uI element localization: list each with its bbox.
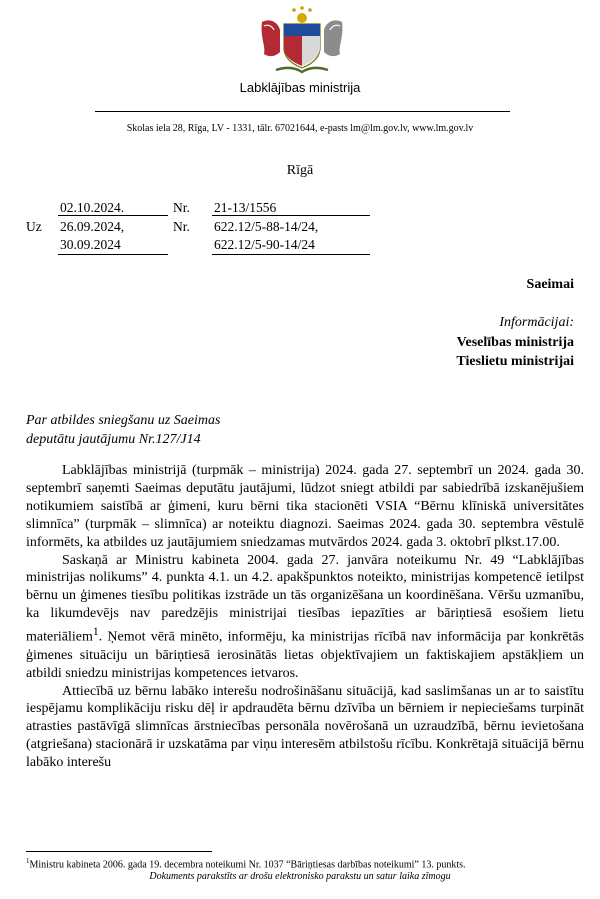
letter-body (26, 462, 584, 772)
footnote-divider (26, 851, 212, 852)
e-signature-note: Dokuments parakstīts ar drošu elektronisko parakstu un satur laika zīmogu (149, 871, 451, 882)
footnote-text: Ministru kabineta 2006. gada 19. decembra noteikumi Nr. 1037 “Bāriņtiesas darbības noteikumi” 13. punkts. (29, 859, 466, 871)
info-recipient-1: Veselības ministrija (456, 335, 574, 350)
document-city: Rīgā (286, 163, 314, 178)
ministry-address: Skolas iela 28, Rīga, LV - 1331, tālr. 67021644, e-pasts lm@lm.gov.lv, www.lm.gov.lv (126, 123, 474, 134)
paragraph-2-part-a: Saskaņā ar Ministru kabineta 2004. gada 27. janvāra noteikumu Nr. 49 “Labklājības ministrijas nolikums” 4. punkta 4.1. un 4.2. apakšpunktos noteikto, ministrijas kompetencē ietilpst bērnu un ģimenes tiesību politikas izstrāde un tās organizēšana un koordinēšana. Vēršu uzmanību, ka likumdevējs nav paredzējis ministrijai tiesības iepazīties ar bāriņtiesā esošiem lietu materiāliem (26, 552, 584, 645)
subject (26, 411, 220, 449)
reference-date-underline (58, 254, 168, 255)
date-underline (58, 215, 168, 216)
paragraph-1: Labklājības ministrijā (turpmāk – ministrija) 2024. gada 27. septembrī un 2024. gada 30. septembrī saņemti Saeimas deputātu jautājumi, lūdzot sniegt atbildi par sabiedrībā izskanējušiem notikumiem saistībā ar ģimeni, kuru bērni tika stacionēti VSIA “Bērnu klīniskā universitātes slimnīca” (turpmāk – slimnīca) ar noteiktu diagnozi. Saeimas 2024. gada 30. septembra vēstulē informēts, ka atbildes uz jautājumiem sniedzamas mutvārdos 2024. gada 3. oktobrī plkst.17.00. (26, 463, 584, 550)
number-underline (212, 215, 370, 216)
latvia-coat-of-arms-icon (256, 4, 348, 76)
reference-number-underline (212, 254, 370, 255)
paragraph-2-part-b: . Ņemot vērā minēto, informēju, ka ministrijas rīcībā nav informācija par konkrētās ģimenes situāciju un bāriņtiesā ierosinātās lietas objektīvajiem un faktiskajiem apstākļiem un atbildi sniedzu ministrijas kompetences ietvaros. (26, 629, 584, 681)
footnote-reference: 1 (92, 625, 99, 639)
reference-date-2: 30.09.2024 (60, 237, 121, 252)
footnote-marker: 1 (26, 857, 30, 865)
header-divider (95, 111, 510, 112)
subject-line-2: deputātu jautājumu Nr.127/J14 (26, 432, 201, 447)
info-label: Informācijai: (499, 315, 574, 330)
paragraph-3: Attiecībā uz bērnu labāko interešu nodrošināšanu situācijā, kad saslimšanas un ar to saistītu iespējamu komplikāciju risku dēļ ir apdraudēta bērnu dzīvība un bērniem ir nepieciešams turpināt atrasties pastāvīgā slimnīcas ārstniecības personāla novērošanā un uzraudzībā, bērnu ievietošana (atgriešana) stacionārā ir uzskatāma par viņu interesēm atbilstošu rīcību. Konkrētajā situācijā bērnu labāko interešu (26, 683, 584, 771)
recipient-primary: Saeimai (526, 277, 574, 292)
nr-label: Nr. (173, 200, 190, 215)
reference-nr-label: Nr. (173, 219, 190, 234)
uz-label: Uz (26, 219, 42, 234)
info-recipient-2: Tieslietu ministrijai (456, 354, 574, 369)
ministry-name: Labklājības ministrija (239, 80, 361, 95)
document-number: 21-13/1556 (214, 200, 277, 215)
reference-number-2: 622.12/5-90-14/24 (214, 237, 315, 252)
document-date: 02.10.2024. (60, 200, 125, 215)
subject-line-1: Par atbildes sniegšanu uz Saeimas (26, 413, 221, 428)
reference-number-1: 622.12/5-88-14/24, (214, 219, 319, 234)
paragraph-2 (26, 552, 584, 683)
footnote (26, 857, 466, 870)
reference-date-1: 26.09.2024, (60, 219, 125, 234)
